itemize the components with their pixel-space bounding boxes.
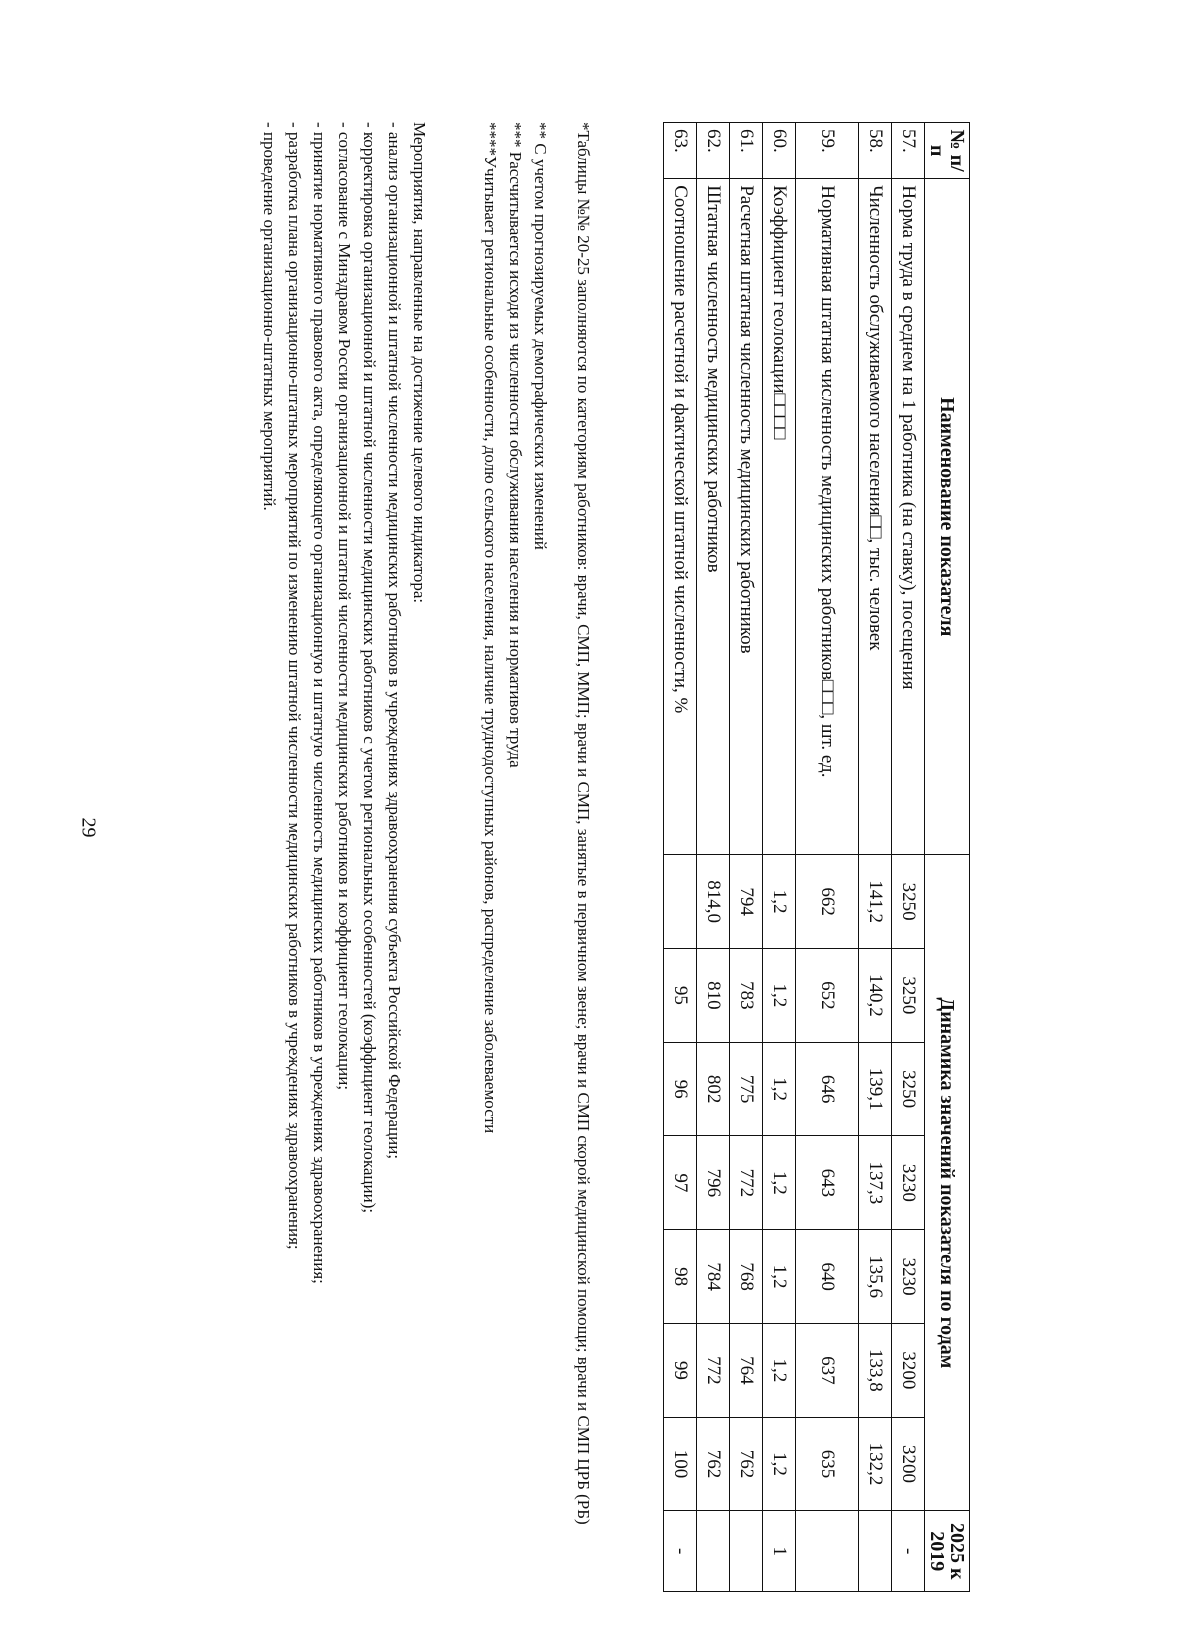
row-year-value: 772 [730,1136,763,1230]
row-year-value: 3250 [892,855,925,949]
header-number: № п/п [925,123,970,179]
measure-item: - согласование с Минздравом России организационной и штатной численности медицинских работников и коэффициент геолокации; [335,122,354,1091]
row-indicator-name: Численность обслуживаемого населения□□, тыс. человек [859,179,892,855]
row-year-value: 772 [697,1323,730,1417]
row-indicator-name: Соотношение расчетной и фактической штатной численности, % [664,179,697,855]
row-year-value [664,855,697,949]
row-number: 60. [763,123,796,179]
row-indicator-name: Расчетная штатная численность медицинских работников [730,179,763,855]
row-year-value: 1,2 [763,1042,796,1136]
rotated-page-content [120,110,980,1610]
row-year-value: 3200 [892,1417,925,1511]
footnote-demographic: ** С учетом прогнозируемых демографических изменений [531,122,550,550]
row-year-value: 98 [664,1230,697,1324]
row-year-value: 635 [796,1417,859,1511]
row-2025-to-2019 [697,1511,730,1592]
table-row [892,123,925,1592]
measures-title: Мероприятия, направленные на достижение целевого индикатора: [410,122,429,604]
row-year-value: 3250 [892,949,925,1043]
row-year-value: 100 [664,1417,697,1511]
row-year-value: 802 [697,1042,730,1136]
row-year-value: 3230 [892,1136,925,1230]
row-year-value: 99 [664,1323,697,1417]
table-row [763,123,796,1592]
measure-item: - корректировка организационной и штатной численности медицинских работников с учетом региональных особенностей (коэффициент геолокации); [360,122,379,1214]
row-year-value: 662 [796,855,859,949]
table-row [796,123,859,1592]
row-year-value: 96 [664,1042,697,1136]
row-2025-to-2019: - [664,1511,697,1592]
footnote-calculation: *** Рассчитывается исходя из численности обслуживания населения и нормативов труда [506,122,525,768]
table-header-row [925,123,970,1592]
row-year-value: 141,2 [859,855,892,949]
measure-item: - принятие нормативного правового акта, определяющего организационную и штатную численность медицинских работников в учреждениях здравоохранения; [310,122,329,1284]
row-year-value: 796 [697,1136,730,1230]
row-year-value: 784 [697,1230,730,1324]
row-year-value: 3250 [892,1042,925,1136]
row-number: 63. [664,123,697,179]
row-year-value: 95 [664,949,697,1043]
header-2025-to-2019: 2025 к 2019 [925,1511,970,1592]
row-number: 57. [892,123,925,179]
header-indicator-name: Наименование показателя [925,179,970,855]
row-year-value: 643 [796,1136,859,1230]
row-year-value: 3200 [892,1323,925,1417]
notes-section [257,122,596,1582]
footnote-categories: *Таблицы №№ 20-25 заполняются по категориям работников: врачи, СМП, ММП; врачи и СМП, занятые в первичном звене; врачи и СМП скорой медицинской помощи; врачи и СМП ЦРБ (РБ) [574,122,593,1525]
row-2025-to-2019: 1 [763,1511,796,1592]
row-year-value: 646 [796,1042,859,1136]
row-year-value: 652 [796,949,859,1043]
table-row [664,123,697,1592]
row-year-value: 140,2 [859,949,892,1043]
row-year-value: 3230 [892,1230,925,1324]
row-year-value: 139,1 [859,1042,892,1136]
table-row [730,123,763,1592]
row-year-value: 1,2 [763,855,796,949]
row-year-value: 132,2 [859,1417,892,1511]
row-indicator-name: Штатная численность медицинских работников [697,179,730,855]
row-year-value: 764 [730,1323,763,1417]
row-indicator-name: Нормативная штатная численность медицинских работников□□□, шт. ед. [796,179,859,855]
row-year-value: 133,8 [859,1323,892,1417]
row-year-value: 794 [730,855,763,949]
row-2025-to-2019 [796,1511,859,1592]
row-year-value: 810 [697,949,730,1043]
row-year-value: 768 [730,1230,763,1324]
row-number: 61. [730,123,763,179]
header-dynamics: Динамика значений показателя по годам [925,855,970,1511]
table-body [664,123,925,1592]
table-row [697,123,730,1592]
row-number: 58. [859,123,892,179]
row-year-value: 1,2 [763,1230,796,1324]
row-year-value: 1,2 [763,949,796,1043]
indicators-table [663,122,970,1592]
row-year-value: 783 [730,949,763,1043]
row-number: 62. [697,123,730,179]
row-year-value: 762 [730,1417,763,1511]
row-year-value: 97 [664,1136,697,1230]
row-2025-to-2019 [730,1511,763,1592]
row-year-value: 640 [796,1230,859,1324]
row-year-value: 814,0 [697,855,730,949]
measure-item: - проведение организационно-штатных мероприятий. [260,122,279,511]
measure-item: - разработка плана организационно-штатных мероприятий по изменению штатной численности медицинских работников в учреждениях здравоохранения; [285,122,304,1250]
row-year-value: 775 [730,1042,763,1136]
row-indicator-name: Коэффициент геолокации□□□□ [763,179,796,855]
table-row [859,123,892,1592]
row-year-value: 137,3 [859,1136,892,1230]
row-year-value: 135,6 [859,1230,892,1324]
row-year-value: 1,2 [763,1136,796,1230]
footnote-regional: ****Учитывает региональные особенности, долю сельского населения, наличие труднодоступных районов, распределение заболеваемости [481,122,500,1134]
row-year-value: 1,2 [763,1417,796,1511]
row-2025-to-2019 [859,1511,892,1592]
measure-item: - анализ организационной и штатной численности медицинских работников в учреждениях здравоохранения субъекта Российской Федерации; [385,122,404,1160]
row-year-value: 1,2 [763,1323,796,1417]
page-number: 29 [77,817,100,838]
row-indicator-name: Норма труда в среднем на 1 работника (на ставку), посещения [892,179,925,855]
row-year-value: 762 [697,1417,730,1511]
row-2025-to-2019: - [892,1511,925,1592]
row-number: 59. [796,123,859,179]
row-year-value: 637 [796,1323,859,1417]
